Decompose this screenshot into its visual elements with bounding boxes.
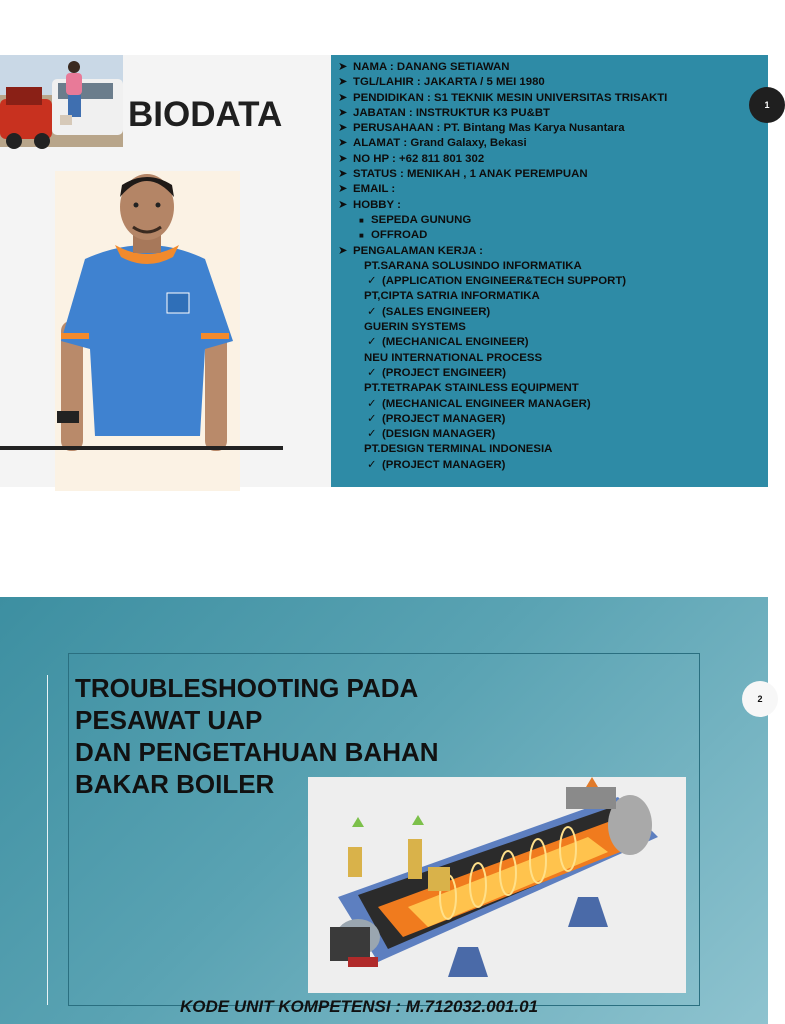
- biodata-line: [337, 182, 667, 197]
- biodata-line: [337, 274, 667, 289]
- arrow-bullet-icon: ➤: [338, 183, 348, 196]
- arrow-bullet-icon: ➤: [338, 168, 348, 181]
- checkmark-icon: ✓: [367, 412, 377, 425]
- biodata-text: JABATAN : INSTRUKTUR K3 PU&BT: [353, 106, 551, 119]
- biodata-line: [337, 259, 667, 274]
- biodata-text: HOBBY :: [353, 198, 401, 211]
- biodata-text: STATUS : MENIKAH , 1 ANAK PEREMPUAN: [353, 168, 588, 181]
- biodata-line: [337, 335, 667, 350]
- biodata-line: [337, 427, 667, 442]
- biodata-text: (PROJECT ENGINEER): [382, 366, 507, 379]
- biodata-text: TGL/LAHIR : JAKARTA / 5 MEI 1980: [353, 76, 545, 89]
- biodata-line: [337, 228, 667, 243]
- biodata-line: [337, 167, 667, 182]
- slide-1-title: BIODATA: [128, 95, 283, 134]
- checkmark-icon: ✓: [367, 428, 377, 441]
- biodata-line: [337, 244, 667, 259]
- biodata-text: GUERIN SYSTEMS: [364, 321, 466, 334]
- biodata-text: (APPLICATION ENGINEER&TECH SUPPORT): [382, 275, 627, 288]
- arrow-bullet-icon: ➤: [338, 122, 348, 135]
- biodata-text: (PROJECT MANAGER): [382, 412, 506, 425]
- competency-code: KODE UNIT KOMPETENSI : M.712032.001.01: [180, 997, 539, 1016]
- biodata-text: OFFROAD: [371, 229, 428, 242]
- arrow-bullet-icon: ➤: [338, 91, 348, 104]
- checkmark-icon: ✓: [367, 336, 377, 349]
- biodata-line: [337, 152, 667, 167]
- biodata-line: [337, 320, 667, 335]
- checkmark-icon: ✓: [367, 458, 377, 471]
- arrow-bullet-icon: ➤: [338, 152, 348, 165]
- accent-line: [47, 675, 48, 1005]
- biodata-line: [337, 213, 667, 228]
- biodata-text: (SALES ENGINEER): [382, 305, 491, 318]
- biodata-line: [337, 289, 667, 304]
- child-with-jeep-photo: [0, 55, 123, 147]
- arrow-bullet-icon: ➤: [338, 61, 348, 73]
- checkmark-icon: ✓: [367, 305, 377, 318]
- biodata-line: [337, 75, 667, 90]
- checkmark-icon: ✓: [367, 397, 377, 410]
- biodata-text: (DESIGN MANAGER): [382, 428, 496, 441]
- arrow-bullet-icon: ➤: [338, 76, 348, 89]
- boiler-cutaway-image: [308, 777, 686, 993]
- arrow-bullet-icon: ➤: [338, 198, 348, 211]
- biodata-line: [337, 412, 667, 427]
- biodata-line: [337, 397, 667, 412]
- biodata-text: PENGALAMAN KERJA :: [353, 244, 483, 257]
- biodata-text: PERUSAHAAN : PT. Bintang Mas Karya Nusantara: [353, 122, 625, 135]
- page-number-badge: 1: [749, 87, 785, 123]
- biodata-line: [337, 381, 667, 396]
- arrow-bullet-icon: ➤: [338, 244, 348, 257]
- arrow-bullet-icon: ➤: [338, 137, 348, 150]
- title-line: TROUBLESHOOTING PADA: [75, 673, 419, 703]
- arrow-bullet-icon: ➤: [338, 106, 348, 119]
- biodata-line: [337, 351, 667, 366]
- biodata-text: PENDIDIKAN : S1 TEKNIK MESIN UNIVERSITAS TRISAKTI: [353, 91, 668, 104]
- divider-line: [0, 446, 283, 450]
- square-bullet-icon: ■: [359, 231, 364, 241]
- portrait-photo: [55, 171, 240, 491]
- title-line: PESAWAT UAP: [75, 705, 263, 735]
- biodata-text: PT.DESIGN TERMINAL INDONESIA: [364, 443, 553, 456]
- biodata-text: (MECHANICAL ENGINEER MANAGER): [382, 397, 591, 410]
- square-bullet-icon: ■: [359, 215, 364, 225]
- biodata-line: [337, 91, 667, 106]
- biodata-line: [337, 458, 667, 473]
- biodata-text: PT.SARANA SOLUSINDO INFORMATIKA: [364, 259, 582, 272]
- biodata-text: (PROJECT MANAGER): [382, 458, 506, 471]
- biodata-text: NAMA : DANANG SETIAWAN: [353, 61, 510, 73]
- biodata-line: [337, 121, 667, 136]
- biodata-line: [337, 366, 667, 381]
- title-line: BAKAR BOILER: [75, 769, 275, 799]
- biodata-text: NO HP : +62 811 801 302: [353, 152, 485, 165]
- biodata-line: [337, 106, 667, 121]
- biodata-text: (MECHANICAL ENGINEER): [382, 336, 529, 349]
- biodata-text: ALAMAT : Grand Galaxy, Bekasi: [353, 137, 527, 150]
- biodata-line: [337, 198, 667, 213]
- biodata-line: [337, 305, 667, 320]
- page-number-badge: 2: [742, 681, 778, 717]
- biodata-text: EMAIL :: [353, 183, 396, 196]
- slide-2: [0, 597, 768, 1024]
- biodata-line: [337, 60, 667, 75]
- biodata-text: PT.TETRAPAK STAINLESS EQUIPMENT: [364, 382, 579, 395]
- biodata-line: [337, 136, 667, 151]
- biodata-text: NEU INTERNATIONAL PROCESS: [364, 351, 543, 364]
- slide-1: [0, 55, 768, 487]
- biodata-text: SEPEDA GUNUNG: [371, 213, 472, 226]
- checkmark-icon: ✓: [367, 275, 377, 288]
- biodata-list: [337, 60, 667, 473]
- biodata-line: [337, 442, 667, 457]
- checkmark-icon: ✓: [367, 366, 377, 379]
- title-line: DAN PENGETAHUAN BAHAN: [75, 737, 439, 767]
- biodata-text: PT,CIPTA SATRIA INFORMATIKA: [364, 290, 540, 303]
- biodata-panel: [331, 55, 768, 487]
